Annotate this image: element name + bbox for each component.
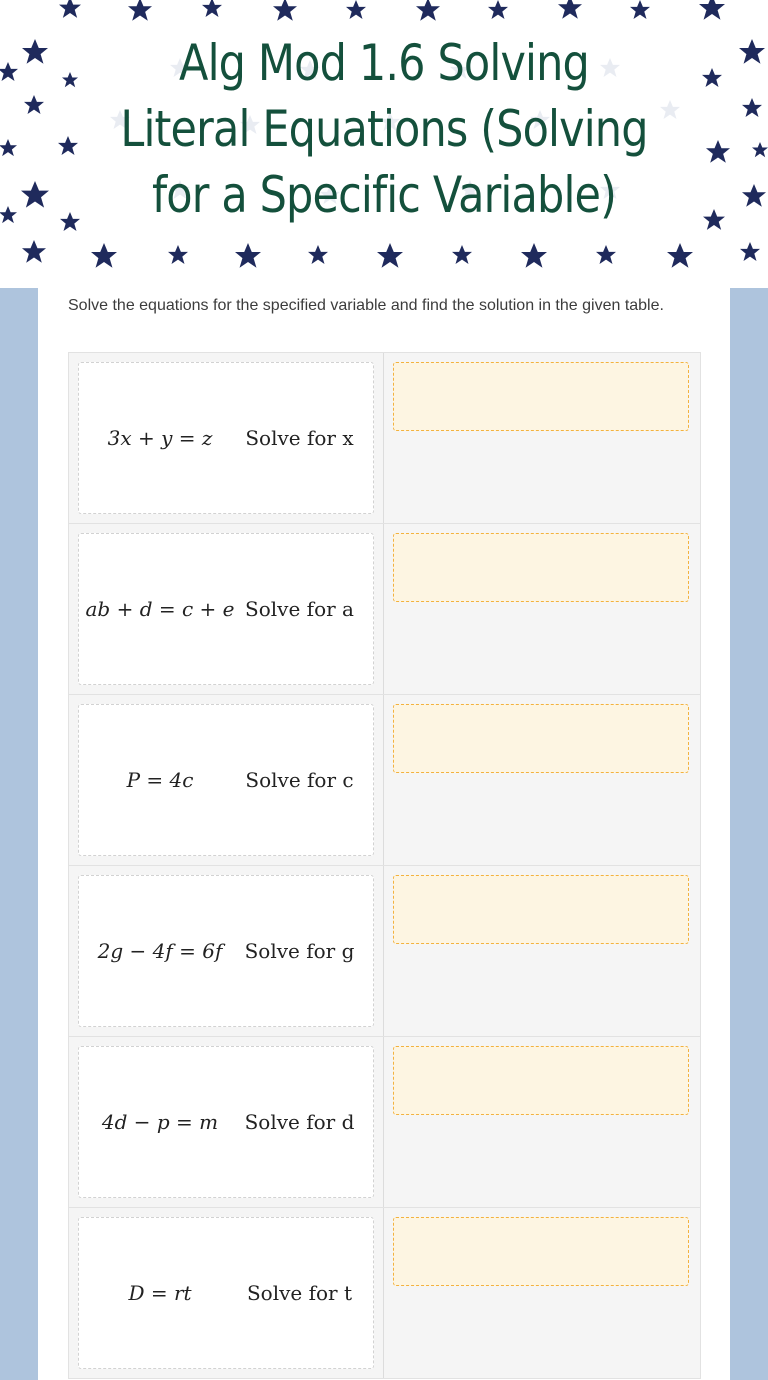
solve-for-label: Solve for x: [245, 426, 354, 450]
answer-drop-zone[interactable]: [393, 1217, 689, 1286]
answer-drop-zone[interactable]: [393, 533, 689, 602]
equation-card: [78, 1217, 374, 1369]
equation-card: [78, 704, 374, 856]
solve-for-label: Solve for t: [246, 1281, 353, 1305]
table-row: [69, 1208, 700, 1379]
solve-for-label: Solve for d: [244, 1110, 355, 1134]
table-row: [69, 353, 700, 524]
equation-card: [78, 362, 374, 514]
equation-text: P = 4c: [126, 768, 194, 792]
table-row: [69, 1037, 700, 1208]
equation-text: ab + d = c + e: [85, 597, 235, 621]
worksheet-content: [38, 285, 730, 1380]
table-row: [69, 866, 700, 1037]
answer-drop-zone[interactable]: [393, 875, 689, 944]
solve-for-label: Solve for c: [245, 768, 354, 792]
worksheet-header: [0, 0, 768, 285]
instructions-text: Solve the equations for the specified variable and find the solution in the given table.: [68, 297, 664, 314]
left-side-bar: [0, 288, 38, 1380]
worksheet-title: Alg Mod 1.6 Solving Literal Equations (Solving for a Specific Variable): [120, 34, 648, 224]
answer-drop-zone[interactable]: [393, 1046, 689, 1115]
equation-card: [78, 875, 374, 1027]
solve-for-label: Solve for a: [245, 597, 354, 621]
equation-text: 3x + y = z: [107, 426, 213, 450]
equation-text: D = rt: [128, 1281, 192, 1305]
equation-text: 4d − p = m: [101, 1110, 219, 1134]
table-row: [69, 695, 700, 866]
right-side-bar: [730, 288, 768, 1380]
matching-table: [68, 352, 701, 1379]
equation-card: [78, 1046, 374, 1198]
equation-text: 2g − 4f = 6f: [97, 939, 223, 963]
answer-drop-zone[interactable]: [393, 704, 689, 773]
table-row: [69, 524, 700, 695]
solve-for-label: Solve for g: [244, 939, 355, 963]
equation-card: [78, 533, 374, 685]
answer-drop-zone[interactable]: [393, 362, 689, 431]
